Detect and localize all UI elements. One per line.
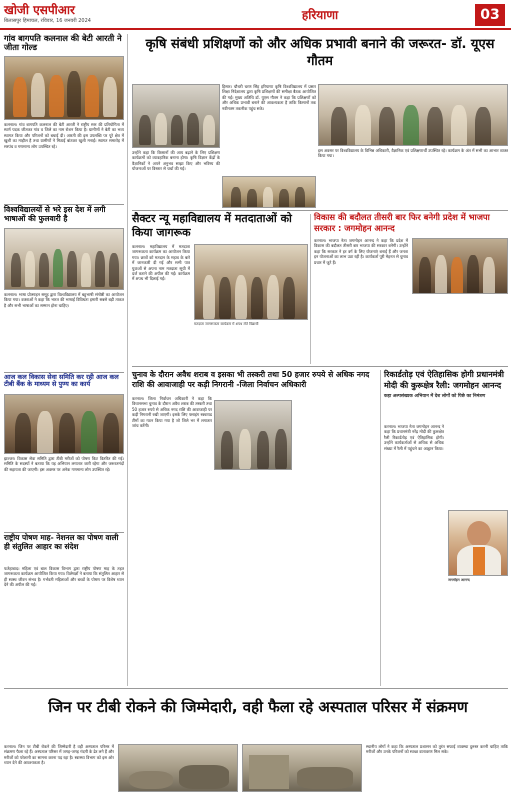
story-agri xyxy=(132,36,508,82)
headline: विश्वविद्यालयों से भरे इस देश में लगी भाषाओं की फुलवारी है xyxy=(4,205,106,223)
photo-caption: मतदाता जागरूकता कार्यक्रम में शपथ लेते विद्यार्थी xyxy=(194,322,259,326)
story-body: कलनाल। महाविद्यालय में मतदाता जागरूकता कार्यक्रम का आयोजन किया गया। छात्रों को मतदान के महत्व के बारे में जानकारी दी गई और सभी पात्र युवाओं से अपना नाम मतदाता सूची में दर्ज कराने की अपील की गई। कार्यक्रम में शपथ भी दिलाई गई। xyxy=(132,244,190,282)
story-body: करनाल। भाजपा नेता जगमोहन आनन्द ने कहा कि प्रधानमंत्री नरेंद्र मोदी की कुरूक्षेत्र रैली रिकार्डतोड़ एवं ऐतिहासिक होगी। उन्होंने कार्यकर्ताओं से अधिक से अधिक संख्या में रैली में पहुंचने का आह्वान किया। xyxy=(384,424,444,451)
story-body: कलनाल। गांव बागपति कलनाल की बेटी आरती ने राष्ट्रीय स्तर की प्रतियोगिता में स्वर्ण पदक जीतकर गांव व जिले का नाम रोशन किया है। ग्रामीणों ने बेटी का भव्य स्वागत किया और परिजनों को बधाई दी। आरती की इस उपलब्धि पर पूरे क्षेत्र में खुशी का माहौल है तथा ग्रामीणों ने मिठाई बांटकर खुशी मनाई। स्वागत समारोह में सरपंच व गणमान्य लोग उपस्थित रहे। xyxy=(4,122,124,149)
story-body-a: करनाल। जिन पर टीबी रोकने की जिम्मेदारी है वही अस्पताल परिसर में संक्रमण फैला रहे हैं। अस्पताल परिसर में जगह-जगह गंदगी के ढेर लगे हैं और मरीजों को परेशानी का सामना करना पड़ रहा है। स्वास्थ्य विभाग को इस ओर ध्यान देने की आवश्यकता है। xyxy=(4,744,114,766)
story-vikas xyxy=(4,374,124,389)
meeting-photo xyxy=(132,84,220,148)
headline: सैक्टर न्यू महाविद्यालय में मतदाताओं को किया जागरूक xyxy=(132,212,292,239)
photo-caption: जगमोहन आनन्द xyxy=(448,578,470,582)
tb-kit-photo xyxy=(4,394,124,454)
participants-photo xyxy=(222,176,316,208)
seminar-photo xyxy=(4,228,124,290)
story-body-b: स्थानीय लोगों ने कहा कि अस्पताल प्रशासन को तुरंत सफाई व्यवस्था दुरुस्त करनी चाहिए ताकि मरीजों और उनके परिजनों को स्वच्छ वातावरण मिल सके। xyxy=(366,744,508,755)
story-body: करनाल। जिला निर्वाचन अधिकारी ने कहा कि विधानसभा चुनाव के दौरान अवैध शराब की तस्करी तथा 50 हजार रुपये से अधिक नगद राशि की आवाजाही पर कड़ी निगरानी रखी जाएगी। इसके लिए फ्लाइंग स्क्वायड टीमों का गठन किया गया है जो जिले भर में लगातार जांच करेंगी। xyxy=(132,396,212,429)
hospital-campus-photo xyxy=(242,744,362,792)
portrait-photo xyxy=(448,510,508,576)
ceremony-photo xyxy=(4,56,124,120)
story-body: कलनाल। भाषा प्रोत्साहन समूह द्वारा विश्वविद्यालय में बहुभाषी संगोष्ठी का आयोजन किया गया। वक्ताओं ने कहा कि भारत की भाषाई विविधता हमारी सबसे बड़ी ताकत है और सभी भाषाओं का सम्मान होना चाहिए। xyxy=(4,292,124,308)
voters-awareness-photo xyxy=(194,244,308,320)
masthead-brand-block xyxy=(4,4,144,26)
officials-meeting-photo xyxy=(214,400,292,470)
dignitaries-photo xyxy=(318,84,508,146)
newspaper-logo: खोजी एसपीआर xyxy=(4,3,75,17)
headline: रिकार्डतोड़ एवं ऐतिहासिक होगी प्रधानमंत्री मोदी की कुरूक्षेत्र रैली: जगमोहन आनन्द xyxy=(384,370,504,390)
hospital-garbage-photo xyxy=(118,744,238,792)
issue-date: बिलासपुर हिमाचल, रविवार, 16 जनवरी 2024 xyxy=(4,18,91,24)
section-title xyxy=(170,4,470,24)
story-bjp xyxy=(314,212,508,234)
story-body: फतेहाबाद। महिला एवं बाल विकास विभाग द्वारा राष्ट्रीय पोषण माह के तहत जागरूकता कार्यक्रम आयोजित किया गया। विशेषज्ञों ने बताया कि संतुलित आहार से ही स्वस्थ जीवन संभव है। गर्भवती महिलाओं और बच्चों के पोषण पर विशेष ध्यान देने की अपील की गई। xyxy=(4,566,124,588)
subheadline: कहा अल्पसंख्यक अभियान में देश लोगों को पिछे का निमंत्रण xyxy=(384,394,486,399)
headline: जिन पर टीबी रोकने की जिम्मेदारी, वही फैला रहे अस्पताल परिसर में संक्रमण xyxy=(48,698,468,716)
story-rally xyxy=(384,370,508,399)
headline: विकास की बदौलत तीसरी बार फिर बनेगी प्रदेश में भाजपा सरकार : जगमोहन आनन्द xyxy=(314,212,490,233)
story-univ xyxy=(4,206,124,223)
headline: चुनाव के दौरान अवैध शराब व इसका भी तस्करी तथा 50 हजार रुपये से अधिक नगद राशि की आवाजाही पर कड़ी निगरानी -जिला निर्वाचन अधिकारी xyxy=(132,370,370,389)
story-nutrition xyxy=(4,534,124,551)
story-body-b: उन्होंने कहा कि किसानों की आय बढ़ाने के लिए प्रशिक्षण कार्यक्रमों को व्यावहारिक बनाना होगा। कृषि विज्ञान केंद्रों के वैज्ञानिकों ने अपने अनुभव साझा किए और भविष्य की योजनाओं पर विस्तार से चर्चा की गई। xyxy=(132,150,220,172)
story-tb xyxy=(48,696,468,742)
story-body: झज्जर। विकास सेवा समिति द्वारा टीबी मरीजों को पोषण किट वितरित की गई। समिति के सदस्यों ने बताया कि यह अभियान लगातार जारी रहेगा और जरूरतमंदों की सहायता की जाएगी। इस अवसर पर अनेक गणमान्य लोग उपस्थित रहे। xyxy=(4,456,124,472)
bjp-meeting-photo xyxy=(412,238,508,294)
story-voters xyxy=(132,212,308,240)
headline: राष्ट्रीय पोषण माह- नेशनल का पोषण वाली ही संतुलित आहार का संदेश xyxy=(4,533,119,551)
story-body-a: हिसार। चौधरी चरण सिंह हरियाणा कृषि विश्वविद्यालय में प्रसार शिक्षा निदेशालय द्वारा कृषि प्रशिक्षणों की समीक्षा बैठक आयोजित की गई। मुख्य अतिथि डॉ. यूएस गौतम ने कहा कि प्रशिक्षणों को और अधिक प्रभावी बनाने की आवश्यकता है ताकि किसानों तक नवीनतम तकनीक पहुंच सके। xyxy=(222,84,316,111)
headline: कृषि संबंधी प्रशिक्षणों को और अधिक प्रभावी बनाने की जरूरत- डॉ. यूएस गौतम xyxy=(145,37,495,69)
page-number: 03 xyxy=(475,4,505,26)
story-body: करनाल। भाजपा नेता जगमोहन आनन्द ने कहा कि प्रदेश में विकास की बदौलत तीसरी बार भाजपा की सरकार बनेगी। उन्होंने कहा कि सरकार ने हर वर्ग के लिए योजनाएं बनाई हैं और जनता इन योजनाओं का लाभ उठा रही है। कार्यकर्ता पूरी मेहनत से चुनाव प्रचार में जुटे हैं। xyxy=(314,238,408,265)
masthead xyxy=(0,0,511,30)
story-election xyxy=(132,370,378,390)
section-label: हरियाणा xyxy=(301,8,339,22)
headline: आज कल विकास सेवा समिति कर रही आज कल टीबी बैंक के माध्यम से पुण्य का कार्य xyxy=(4,373,119,389)
story-body-c: इस अवसर पर विश्वविद्यालय के विभिन्न अधिकारी, वैज्ञानिक एवं प्रशिक्षणार्थी उपस्थित रहे। कार्यक्रम के अंत में सभी का आभार व्यक्त किया गया। xyxy=(318,148,508,159)
headline: गांव बागपति कलनाल की बेटी आरती ने जीता गोल्ड xyxy=(4,33,122,53)
